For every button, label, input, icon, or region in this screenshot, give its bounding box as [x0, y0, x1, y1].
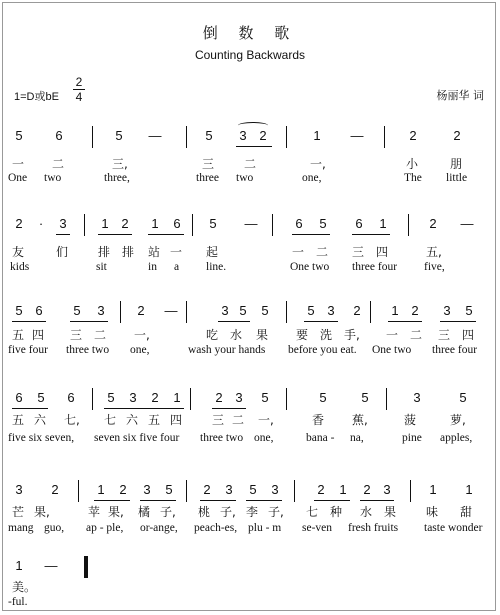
note: 5 [15, 303, 23, 318]
lyric-cn: 三, [112, 157, 128, 171]
note: 1 [313, 128, 321, 143]
note: 5 [73, 303, 81, 318]
note: 5 [205, 128, 213, 143]
barline [78, 480, 79, 502]
note: 1 [151, 216, 159, 231]
note: 3 [443, 303, 451, 318]
lyric-cn: 橘 [138, 505, 151, 519]
beam [236, 146, 272, 147]
lyric-en: ap - ple, [86, 522, 124, 534]
note: 2 [137, 303, 145, 318]
lyric-cn: 味 [426, 505, 439, 519]
note: 5 [319, 216, 327, 231]
lyric-en: three two [66, 344, 110, 356]
lyrics-cn-row-2 [0, 243, 500, 259]
lyric-en: three four [432, 344, 478, 356]
beam [246, 500, 282, 501]
barline [286, 126, 287, 148]
lyric-en: five four [8, 344, 48, 356]
note: 6 [355, 216, 363, 231]
note: 5 [249, 482, 257, 497]
lyrics-cn-row-6 [0, 578, 500, 594]
barline [384, 126, 385, 148]
lyric-en: apples, [440, 432, 473, 444]
notation-row-3 [0, 303, 500, 323]
lyric-cn: 五 [148, 413, 161, 427]
lyric-en: wash your hands [188, 344, 266, 356]
notation-row-5 [0, 482, 500, 502]
lyric-cn: 一, [258, 413, 274, 427]
note: 5 [209, 216, 217, 231]
lyric-cn: 桃 [198, 505, 211, 519]
lyrics-en-row-5 [0, 522, 500, 536]
beam [360, 500, 394, 501]
note: 2 [259, 128, 267, 143]
lyric-cn: 李 [246, 505, 259, 519]
note: 2 [15, 216, 23, 231]
lyric-en: plu - m [248, 522, 282, 534]
lyrics-en-row-1 [0, 172, 500, 186]
barline [186, 126, 187, 148]
lyric-cn: 一 [292, 245, 305, 259]
lyric-en: three two [200, 432, 244, 444]
beam [98, 234, 132, 235]
dash: — [244, 216, 258, 231]
beam [12, 408, 48, 409]
note: 2 [151, 390, 159, 405]
note: 6 [35, 303, 43, 318]
note: 6 [295, 216, 303, 231]
lyric-cn: 五 [12, 413, 25, 427]
note: 5 [107, 390, 115, 405]
lyric-en: one, [302, 172, 322, 184]
barline [192, 214, 193, 236]
note: 3 [143, 482, 151, 497]
lyric-cn: 水 [230, 328, 243, 342]
note: 6 [55, 128, 63, 143]
note: 3 [413, 390, 421, 405]
lyric-cn: 小 [406, 157, 419, 171]
barline [408, 214, 409, 236]
lyric-cn: 四 [376, 245, 389, 259]
lyric-en: seven six five four [94, 432, 180, 444]
time-signature [72, 75, 86, 104]
lyric-cn: 一 [170, 245, 183, 259]
lyric-cn: 果, [34, 505, 50, 519]
notation-row-4 [0, 390, 500, 410]
lyric-en: guo, [44, 522, 65, 534]
lyric-en: kids [10, 261, 30, 273]
barline [286, 301, 287, 323]
lyric-en: five six seven, [8, 432, 75, 444]
barline [386, 388, 387, 410]
note: 3 [225, 482, 233, 497]
lyric-cn: 苹 [88, 505, 101, 519]
lyric-en: One two [372, 344, 412, 356]
lyric-cn: 果 [256, 328, 269, 342]
time-signature-bottom: 4 [75, 90, 83, 104]
lyric-cn: 美。 [12, 580, 37, 594]
lyric-cn: 水 [360, 505, 373, 519]
lyric-en: bana - [306, 432, 335, 444]
beam [292, 234, 330, 235]
lyric-cn: 四 [170, 413, 183, 427]
beam [440, 321, 476, 322]
lyric-cn: 二 [316, 245, 329, 259]
note: 1 [173, 390, 181, 405]
lyric-cn: 子, [268, 505, 284, 519]
notation-row-2 [0, 216, 500, 236]
lyric-en: The [404, 172, 422, 184]
lyrics-en-row-6 [0, 596, 500, 610]
barline [286, 388, 287, 410]
beam [70, 321, 108, 322]
dash: — [148, 128, 162, 143]
note: 3 [271, 482, 279, 497]
time-signature-top: 2 [75, 75, 83, 89]
barline [92, 126, 93, 148]
lyric-cn: 三 [352, 245, 365, 259]
lyrics-en-row-4 [0, 432, 500, 446]
lyric-cn: 七 [104, 413, 117, 427]
lyric-cn: 站 [148, 245, 161, 259]
lyric-cn: 果 [384, 505, 397, 519]
lyric-cn: 起 [206, 245, 219, 259]
note: 3 [327, 303, 335, 318]
dash: — [350, 128, 364, 143]
note: 5 [459, 390, 467, 405]
lyric-cn: 七, [64, 413, 80, 427]
note: 3 [129, 390, 137, 405]
beam [388, 321, 422, 322]
lyric-en: or-ange, [140, 522, 178, 534]
lyric-cn: 一 [12, 157, 25, 171]
note: 6 [15, 390, 23, 405]
lyric-cn: 排 [122, 245, 135, 259]
lyric-cn: 二 [94, 328, 107, 342]
song-title: 倒 数 歌 [202, 24, 298, 42]
lyric-cn: 二 [410, 328, 423, 342]
note: 2 [51, 482, 59, 497]
lyric-en: five, [424, 261, 445, 273]
note: 6 [67, 390, 75, 405]
note: 3 [59, 216, 67, 231]
lyric-en: fresh fruits [348, 522, 399, 534]
lyric-cn: 七 [306, 505, 319, 519]
beam [12, 321, 46, 322]
lyric-cn: 友 [12, 245, 25, 259]
lyric-en: three four [352, 261, 398, 273]
beam [56, 234, 70, 235]
barline [186, 480, 187, 502]
lyric-en: One [8, 172, 28, 184]
lyric-en: mang [8, 522, 34, 534]
note: 3 [97, 303, 105, 318]
note: 5 [115, 128, 123, 143]
note: 3 [221, 303, 229, 318]
note: 1 [339, 482, 347, 497]
note: 5 [361, 390, 369, 405]
note: 1 [15, 558, 23, 573]
lyric-cn: 四 [32, 328, 45, 342]
lyric-en: one, [130, 344, 150, 356]
lyrics-cn-row-4 [0, 411, 500, 427]
barline [84, 214, 85, 236]
lyric-en: -ful. [8, 596, 28, 608]
notation-row-1 [0, 128, 500, 148]
barline [120, 301, 121, 323]
barline [92, 388, 93, 410]
note: 2 [411, 303, 419, 318]
lyric-cn: 四 [462, 328, 475, 342]
lyric-cn: 朋 [450, 157, 463, 171]
lyric-en: se-ven [302, 522, 333, 534]
lyric-en: before you eat. [288, 344, 357, 356]
note: 5 [261, 390, 269, 405]
lyric-cn: 三 [212, 413, 225, 427]
note: 2 [363, 482, 371, 497]
lyric-cn: 一, [134, 328, 150, 342]
beam [218, 321, 250, 322]
lyric-cn: 三 [202, 157, 215, 171]
note: 2 [119, 482, 127, 497]
note: 2 [453, 128, 461, 143]
note: 2 [353, 303, 361, 318]
lyric-cn: 六 [126, 413, 139, 427]
note: 2 [409, 128, 417, 143]
lyric-en: two [44, 172, 62, 184]
note: 5 [165, 482, 173, 497]
note: 5 [465, 303, 473, 318]
beam [212, 408, 246, 409]
dash: — [164, 303, 178, 318]
note: 6 [173, 216, 181, 231]
note: 3 [239, 128, 247, 143]
lyric-en: taste wonder [424, 522, 483, 534]
note: 3 [235, 390, 243, 405]
note: 2 [215, 390, 223, 405]
lyric-cn: 香 [312, 413, 325, 427]
barline [190, 388, 191, 410]
lyrics-cn-row-1 [0, 155, 500, 171]
lyric-cn: 子, [160, 505, 176, 519]
lyric-cn: 三 [438, 328, 451, 342]
beam [104, 408, 184, 409]
lyric-en: peach-es, [194, 522, 238, 534]
note: 1 [379, 216, 387, 231]
note: 1 [429, 482, 437, 497]
lyric-en: two [236, 172, 254, 184]
lyric-cn: 洗 [320, 328, 333, 342]
lyrics-en-row-3 [0, 344, 500, 358]
lyric-cn: 二 [244, 157, 257, 171]
lyric-cn: 果, [108, 505, 124, 519]
beam [140, 500, 176, 501]
lyric-en: sit [96, 261, 107, 273]
lyric-cn: 芒 [12, 505, 25, 519]
lyric-en: three [196, 172, 219, 184]
notation-row-6 [0, 558, 500, 578]
note: 1 [391, 303, 399, 318]
lyric-en: a [174, 261, 180, 273]
lyrics-en-row-2 [0, 261, 500, 275]
lyric-cn: 菠 [404, 413, 417, 427]
note: 1 [101, 216, 109, 231]
note: 2 [317, 482, 325, 497]
lyric-en: three, [104, 172, 130, 184]
lyric-cn: 萝, [450, 413, 466, 427]
beam [148, 234, 184, 235]
barline [410, 480, 411, 502]
note: 5 [261, 303, 269, 318]
lyric-cn: 要 [296, 328, 309, 342]
note: 3 [383, 482, 391, 497]
lyric-cn: 一, [310, 157, 326, 171]
lyric-cn: 甜 [460, 505, 473, 519]
lyrics-cn-row-3 [0, 326, 500, 342]
note: 5 [239, 303, 247, 318]
lyric-cn: 排 [98, 245, 111, 259]
note: 2 [429, 216, 437, 231]
key-signature: 1=D或bE [14, 91, 59, 103]
note: 1 [465, 482, 473, 497]
lyric-cn: 六 [34, 413, 47, 427]
lyric-en: one, [254, 432, 274, 444]
lyric-cn: 二 [232, 413, 245, 427]
beam [304, 321, 338, 322]
lyric-cn: 手, [344, 328, 360, 342]
lyric-en: in [148, 261, 157, 273]
beam [352, 234, 390, 235]
beam [314, 500, 350, 501]
note: 5 [319, 390, 327, 405]
dash: — [44, 558, 58, 573]
note: 1 [97, 482, 105, 497]
lyric-cn: 五 [12, 328, 25, 342]
lyricist-credit: 杨丽华 词 [436, 89, 484, 102]
lyric-cn: 子, [220, 505, 236, 519]
final-barline [84, 556, 88, 578]
barline [370, 301, 371, 323]
song-subtitle: Counting Backwards [194, 48, 306, 62]
lyric-cn: 吃 [206, 328, 219, 342]
beam [94, 500, 130, 501]
note: 5 [307, 303, 315, 318]
barline [272, 214, 273, 236]
lyric-cn: 二 [52, 157, 65, 171]
dash: — [460, 216, 474, 231]
note: 2 [121, 216, 129, 231]
beam [200, 500, 236, 501]
lyrics-cn-row-5 [0, 503, 500, 519]
slur [238, 122, 268, 129]
lyric-cn: 五, [426, 245, 442, 259]
note: 5 [15, 128, 23, 143]
lyric-cn: 蕉, [352, 413, 368, 427]
lyric-en: One two [290, 261, 330, 273]
lyric-en: little [446, 172, 468, 184]
lyric-cn: 三 [70, 328, 83, 342]
lyric-cn: 们 [56, 245, 69, 259]
note: 5 [37, 390, 45, 405]
barline [294, 480, 295, 502]
lyric-en: pine [402, 432, 422, 444]
lyric-en: line. [206, 261, 227, 273]
note: 2 [203, 482, 211, 497]
lyric-en: na, [350, 432, 364, 444]
lyric-cn: 一 [386, 328, 399, 342]
note: 3 [15, 482, 23, 497]
barline [186, 301, 187, 323]
lyric-cn: 种 [330, 505, 343, 519]
dot: · [38, 216, 44, 231]
